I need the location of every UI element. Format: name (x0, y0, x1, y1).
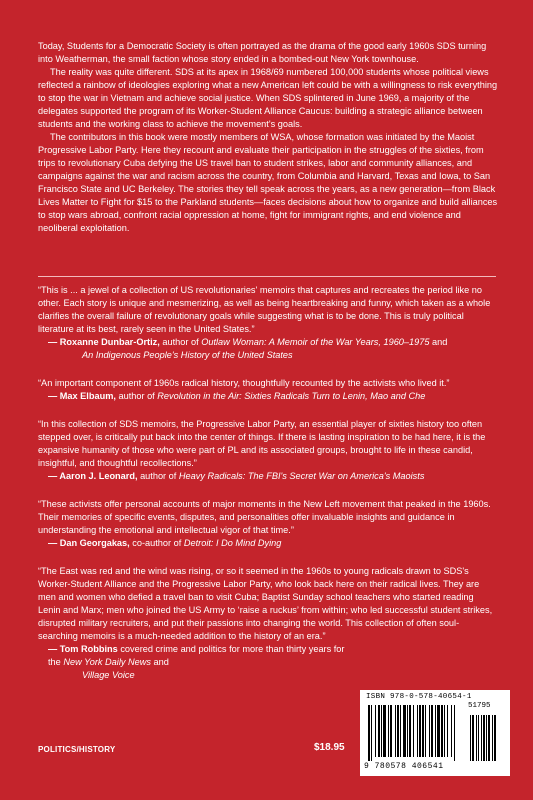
endorser-name: Dan Georgakas, (59, 538, 130, 548)
endorsement (38, 284, 498, 362)
endorsement (38, 565, 493, 682)
endorsement-attribution (38, 470, 498, 483)
barcode-addon: 51795 (468, 702, 491, 710)
barcode-addon-bar (488, 715, 490, 761)
price-label: $18.95 (314, 742, 345, 753)
endorser-name: Roxanne Dunbar-Ortiz, (59, 337, 160, 347)
attribution-dash: — (48, 538, 60, 548)
barcode-addon-bar (486, 715, 487, 761)
barcode-bar (397, 705, 399, 757)
endorsement-attribution (38, 643, 356, 682)
description-paragraph-2: The reality was quite different. SDS at its apex in 1968/69 numbered 100,000 students whose political views reflected a rainbow of ideologies exploring what a new American left could be with a willingness to risk everything to stop the war in Vietnam and achieve social justice. When SDS splintered in June 1969, a majority of the delegates supported the program of its Worker-Student Alliance Caucus: building a strategic alliance between students and the working class to achieve the movement's goals. (38, 67, 498, 129)
barcode-addon-bar (494, 715, 496, 761)
category-label: POLITICS/HISTORY (38, 745, 116, 754)
endorser-name: Aaron J. Leonard, (59, 471, 138, 481)
endorser-work: Revolution in the Air: Sixties Radicals Turn to Lenin, Mao and Che (157, 391, 426, 401)
description-paragraph-3: The contributors in this book were mostly members of WSA, whose formation was initiated by the Maoist Progressive Labor Party. Here they recount and evaluate their participation in the struggles of the sixties, from trips to revolutionary Cuba defying the US travel ban to student strikes, labor and community alliances, and campaigns against the war and racism across the country, from Columbia and Harvard, Texas and Iowa, to San Francisco State and UC Berkeley. The stories they tell speak across the years, as a new generation—from Black Lives Matter to Fight for $15 to the Parkland students—faces decisions about how to organize and build alliances to stop wars abroad, confront racial oppression at home, fight for immigrant rights, and end violence and neoliberal exploitation. (38, 132, 498, 233)
endorsement-attribution (38, 336, 498, 362)
endorsement-quote: “These activists offer personal accounts of major moments in the New Left movement that peaked in the 1960s. Their memories of specific events, disputes, and personalities offer invaluable insights and guidance in understanding the emotional and intellectual vigor of that time.” (38, 499, 491, 535)
barcode-bar (437, 705, 440, 757)
endorsement-quote: “This is ... a jewel of a collection of US revolutionaries' memoirs that captures and recreates the period like no other. Each story is unique and mesmerizing, as well as being heartbreaking and funny, which taken as a whole clarifies the overall failure of revolutionary goals while suggesting what is to be done. This is truly political literature at its best, rarely seen in the United States.” (38, 285, 491, 334)
endorser-name: Tom Robbins (59, 644, 118, 654)
barcode-bar (371, 705, 372, 761)
barcode-bar (417, 705, 418, 757)
barcode-bar (381, 705, 382, 757)
barcode-bar (413, 705, 414, 757)
attribution-dash: — (48, 391, 60, 401)
barcode-addon-bar (476, 715, 477, 761)
barcode-bar (454, 705, 455, 761)
endorsement-attribution (38, 537, 498, 550)
divider (38, 276, 496, 277)
barcode-bar (441, 705, 443, 757)
endorser-work-2: An Indigenous People's History of the United States (82, 350, 293, 360)
barcode-bar (403, 705, 406, 757)
endorser-role: author of (115, 391, 158, 401)
endorsement (38, 377, 498, 403)
barcode-addon-bar (483, 715, 485, 761)
barcode-bar (390, 705, 392, 757)
endorsements (38, 284, 498, 697)
barcode-bar (429, 705, 430, 757)
barcode-bar (388, 705, 389, 757)
isbn-text: ISBN 978-0-578-40654-1 (366, 693, 472, 701)
attribution-dash: — (48, 644, 60, 654)
barcode-addon-bar (478, 715, 479, 761)
barcode-bar (422, 705, 424, 757)
barcode-addon-bar (481, 715, 482, 761)
barcode-bar (425, 705, 426, 757)
barcode-bar (431, 705, 433, 757)
attribution-dash: — (48, 337, 60, 347)
endorsement-quote: “An important component of 1960s radical history, thoughtfully recounted by the activists who lived it.” (38, 378, 450, 388)
barcode-bar (400, 705, 401, 757)
endorser-name: Max Elbaum, (59, 391, 116, 401)
endorser-work: New York Daily News (63, 657, 151, 667)
barcode-bar (451, 705, 452, 757)
endorsement-quote: “In this collection of SDS memoirs, the Progressive Labor Party, an essential player of sixties history too often stepped over, is critically put back into the center of things. If there is lasting inspiration to be had here, it is the expansive humanity of those who were part of PL and its associated groups, brought to life in these candid, insightful, and thoughtful recollections.” (38, 419, 486, 468)
barcode-bar (375, 705, 376, 757)
barcode-bar (444, 705, 445, 757)
endorser-work: Detroit: I Do Mind Dying (183, 538, 282, 548)
endorser-work: Heavy Radicals: The FBI's Secret War on America's Maoists (178, 471, 425, 481)
endorser-work: Outlaw Woman: A Memoir of the War Years, 1960–1975 (201, 337, 430, 347)
barcode-bar (407, 705, 408, 757)
isbn-barcode (360, 690, 510, 776)
barcode-bar (419, 705, 421, 757)
barcode-bar (383, 705, 386, 757)
endorser-work-2: Village Voice (82, 670, 135, 680)
endorsement (38, 418, 498, 483)
attribution-dash: — (48, 471, 60, 481)
barcode-addon-bar (470, 715, 471, 761)
barcode-addon-bar (472, 715, 474, 761)
barcode-bar (378, 705, 380, 757)
barcode-digits: 9 780578 406541 (364, 762, 444, 771)
barcode-addon-bar (492, 715, 493, 761)
endorser-role: author of (137, 471, 179, 481)
barcode-bar (447, 705, 448, 757)
barcode-bar (409, 705, 411, 757)
endorser-role: covered crime and politics for more than thirty years for the (48, 644, 345, 667)
barcode-bars (366, 705, 506, 763)
endorsement-quote: “The East was red and the wind was rising, or so it seemed in the 1960s to young radicals drawn to SDS's Worker-Student Alliance and the Progressive Labor Party, who look back here on their radical lives. They are men and women who defied a travel ban to visit Cuba; Baptist Sunday school teachers who started reading Lenin and Marx; men who joined the US Army to ‘raise a ruckus’ from within; who led successful student strikes, disrupted military recruiters, and put their passions into changing the world. This collection of often soul-searching memoirs is a much-needed addition to the history of an era.” (38, 566, 493, 641)
endorser-role: author of (159, 337, 202, 347)
description (38, 40, 498, 235)
endorsement-attribution (38, 390, 498, 403)
endorsement (38, 498, 498, 550)
description-paragraph-1: Today, Students for a Democratic Society is often portrayed as the drama of the good early 1960s SDS turning into Weatherman, the small faction whose story ended in a bombed-out New York townhouse. (38, 41, 487, 64)
barcode-bar (368, 705, 370, 761)
attribution-joiner: and (429, 337, 448, 347)
endorser-role: co-author of (129, 538, 184, 548)
attribution-joiner: and (150, 657, 169, 667)
barcode-bar (435, 705, 436, 757)
barcode-bar (395, 705, 396, 757)
